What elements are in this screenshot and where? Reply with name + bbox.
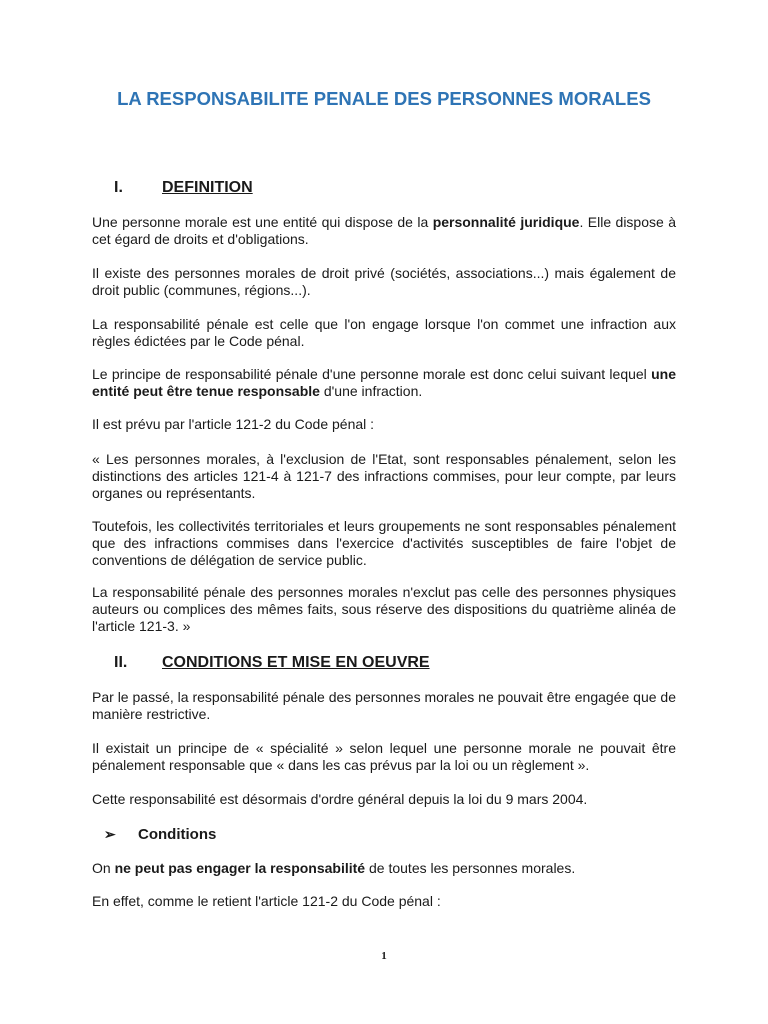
paragraph-11: Cette responsabilité est désormais d'ordre général depuis la loi du 9 mars 2004. xyxy=(92,791,588,807)
paragraph-6: « Les personnes morales, à l'exclusion de l'Etat, sont responsables pénalement, selon les distinctions des articles 121-4 à 121-7 des infractions commises, pour leur compte, par leurs organes ou représentants. xyxy=(92,451,676,501)
section-label: DEFINITION xyxy=(162,179,253,196)
paragraph-2: Il existe des personnes morales de droit privé (sociétés, associations...) mais également de droit public (communes, régions...). xyxy=(92,265,676,298)
paragraph-13: En effet, comme le retient l'article 121-2 du Code pénal : xyxy=(92,893,441,909)
paragraph-7: Toutefois, les collectivités territoriales et leurs groupements ne sont responsables pénalement que des infractions commises dans l'exercice d'activités susceptibles de faire l'objet de conventions de délégation de service public. xyxy=(92,518,676,568)
document-title: LA RESPONSABILITE PENALE DES PERSONNES MORALES xyxy=(117,88,651,109)
paragraph-4 xyxy=(92,366,676,400)
paragraph-12 xyxy=(92,860,676,877)
section-number: I. xyxy=(114,179,123,196)
paragraph-text: On xyxy=(92,860,115,876)
page-number: 1 xyxy=(381,950,387,962)
paragraph-text: . Elle dispose à cet égard de droits et d'obligations. xyxy=(92,214,676,247)
arrow-bullet-icon: ➢ xyxy=(104,826,116,842)
paragraph-text: Le principe de responsabilité pénale d'une personne morale est donc celui suivant lequel xyxy=(92,366,652,382)
section-label: CONDITIONS ET MISE EN OEUVRE xyxy=(162,654,430,671)
paragraph-3: La responsabilité pénale est celle que l'on engage lorsque l'on commet une infraction aux règles édictées par le Code pénal. xyxy=(92,316,676,349)
paragraph-10: Il existait un principe de « spécialité » selon lequel une personne morale ne pouvait être pénalement responsable que « dans les cas prévus par la loi ou un règlement ». xyxy=(92,740,676,773)
subsection-label: Conditions xyxy=(138,826,217,843)
paragraph-1 xyxy=(92,214,676,248)
paragraph-text: Une personne morale est une entité qui dispose de la xyxy=(92,214,433,230)
bold-phrase: ne peut pas engager la responsabilité xyxy=(114,860,366,876)
bold-phrase: une entité peut être tenue responsable xyxy=(92,366,676,399)
subsection-heading-conditions xyxy=(104,824,664,845)
paragraph-8: La responsabilité pénale des personnes morales n'exclut pas celle des personnes physiques auteurs ou complices des mêmes faits, sous réserve des dispositions du quatrième alinéa de l'article 121-3. » xyxy=(92,584,676,634)
paragraph-text: de toutes les personnes morales. xyxy=(365,860,576,876)
paragraph-5: Il est prévu par l'article 121-2 du Code pénal : xyxy=(92,416,375,432)
section-number: II. xyxy=(114,654,128,671)
bold-phrase: personnalité juridique xyxy=(432,214,580,230)
paragraph-9: Par le passé, la responsabilité pénale des personnes morales ne pouvait être engagée que de manière restrictive. xyxy=(92,689,676,722)
paragraph-text: d'une infraction. xyxy=(319,383,423,399)
